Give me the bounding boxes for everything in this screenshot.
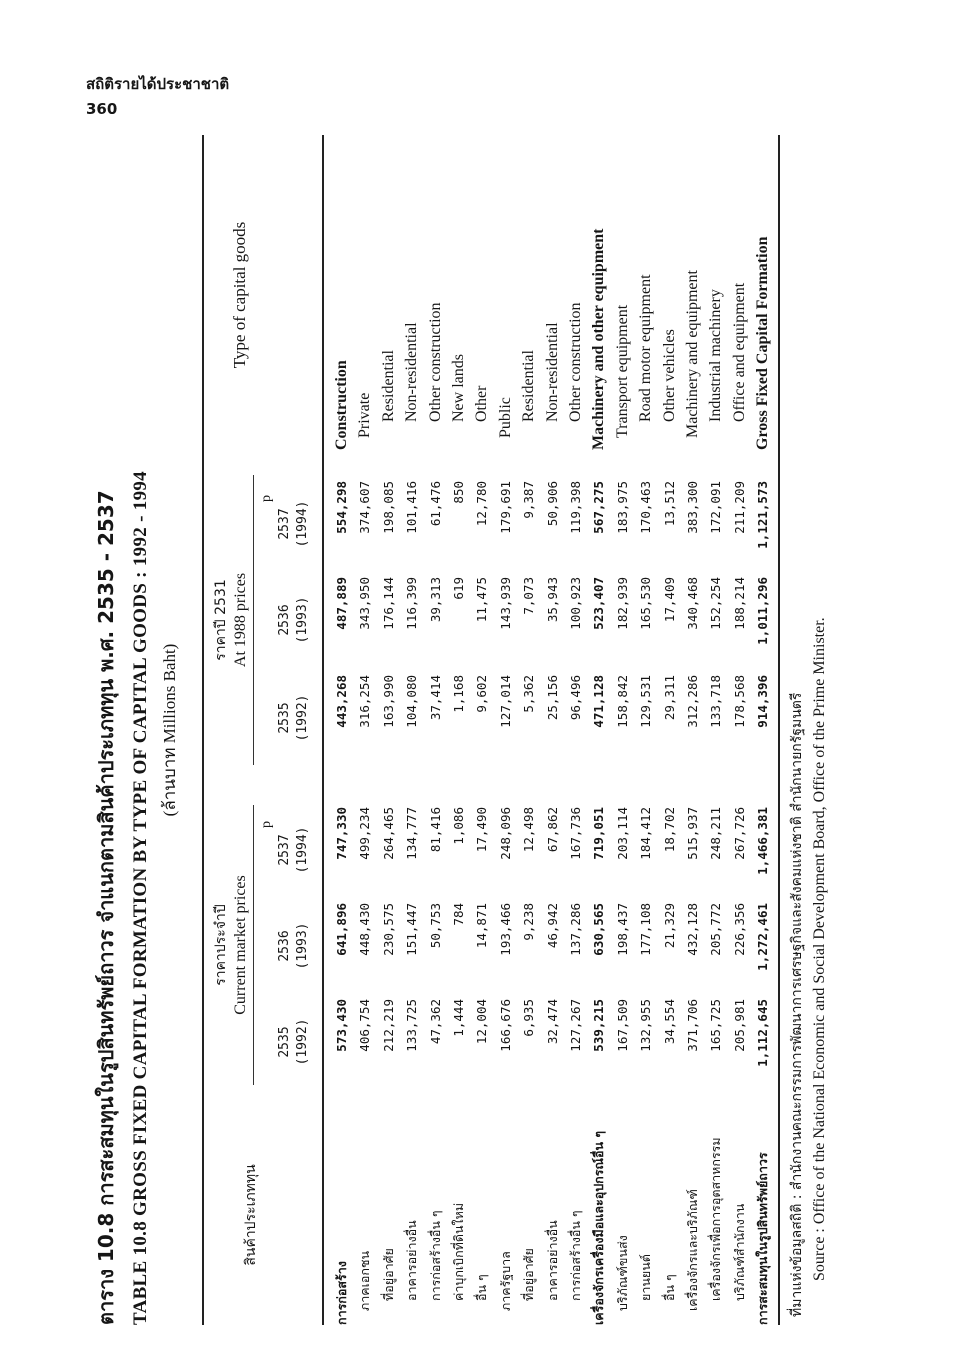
row-value: 100,923: [568, 577, 583, 630]
row-value: 14,871: [474, 903, 490, 949]
row-label-english: New lands: [450, 354, 467, 422]
row-value: 9,387: [521, 481, 537, 519]
row-value: 1,444: [451, 999, 466, 1037]
row-value: 39,313: [427, 577, 443, 623]
row-value: 747,330: [334, 807, 349, 860]
row-value: 12,004: [474, 999, 490, 1045]
row-value: 61,476: [427, 481, 443, 527]
table-row: [587, 135, 610, 1325]
table-title-thai: ตาราง 10.8 การสะสมทุนในรูปสินทรัพย์ถาวร จำแนกตามสินค้าประเภททุน พ.ศ. 2535 - 2537: [94, 490, 118, 1325]
row-value: 29,311: [661, 675, 677, 721]
row-label-thai: การก่อสร้างอื่น ๆ: [427, 1210, 443, 1301]
row-label-english: Other construction: [567, 302, 584, 422]
table-row: [704, 135, 727, 1325]
row-label-thai: การก่อสร้าง: [334, 1261, 349, 1325]
row-value: 5,362: [521, 675, 537, 713]
row-value: 567,275: [591, 481, 607, 534]
row-value: 7,073: [521, 577, 537, 615]
table-row: [470, 135, 493, 1325]
row-value: 119,398: [568, 481, 583, 534]
row-value: 182,939: [614, 577, 630, 630]
row-value: 487,889: [334, 577, 349, 630]
row-value: 50,753: [427, 903, 443, 949]
row-value: 230,575: [380, 903, 396, 956]
row-value: 205,981: [731, 999, 747, 1052]
row-label-thai: อื่น ๆ: [474, 1274, 490, 1301]
row-value: 177,108: [638, 903, 654, 956]
row-label-english: Office and equipment: [730, 282, 748, 422]
row-value: 183,975: [614, 481, 630, 534]
row-value: 133,725: [404, 999, 420, 1052]
row-value: 9,602: [474, 675, 490, 713]
year-header: 2536 (1993): [277, 596, 310, 644]
row-value: 371,706: [685, 999, 700, 1052]
row-value: 343,950: [357, 577, 373, 630]
row-value: 170,463: [638, 481, 654, 534]
row-value: 784: [451, 903, 466, 926]
row-value: 188,214: [731, 577, 747, 630]
row-value: 619: [451, 577, 466, 600]
table-unit: (ล้านบาท Millions Baht): [160, 643, 179, 817]
row-label-english: Private: [356, 392, 374, 438]
row-value: 248,096: [497, 807, 513, 860]
row-value: 47,362: [427, 999, 443, 1045]
row-label-thai: บริภัณฑ์ขนส่ง: [614, 1235, 630, 1311]
row-value: 198,085: [380, 481, 396, 534]
row-value: 50,906: [544, 481, 560, 527]
row-label-english: Machinery and other equipment: [590, 228, 608, 450]
row-label-english: Residential: [379, 350, 397, 422]
row-value: 198,437: [614, 903, 630, 956]
row-label-english: Construction: [333, 360, 350, 450]
table-row: [353, 135, 376, 1325]
row-label-english: Non-residential: [543, 322, 561, 422]
row-value: 406,754: [357, 999, 373, 1052]
row-value: 176,144: [380, 577, 396, 630]
row-value: 719,051: [591, 807, 607, 860]
table-footer: [786, 617, 829, 1317]
row-value: 432,128: [685, 903, 700, 956]
row-value: 179,691: [497, 481, 513, 534]
row-label-english: Machinery and equipment: [684, 270, 701, 438]
row-value: 203,114: [614, 807, 630, 860]
table-row: [517, 135, 540, 1325]
row-value: 34,554: [661, 999, 677, 1045]
row-label-english: Other: [473, 385, 491, 422]
row-value: 46,942: [544, 903, 560, 949]
year-header: 2536 (1993): [277, 922, 310, 970]
source-english: Source : Office of the National Economic and Social Development Board, Office of the Prime Minister.: [811, 617, 828, 1281]
row-value: 11,475: [474, 577, 490, 623]
row-value: 134,777: [404, 807, 420, 860]
row-value: 35,943: [544, 577, 560, 623]
row-value: 17,490: [474, 807, 490, 853]
year-header: 2535 (1992): [277, 694, 310, 742]
table-row: [377, 135, 400, 1325]
row-value: 211,209: [731, 481, 747, 534]
row-value: 21,329: [661, 903, 677, 949]
col-header-english: Type of capital goods: [230, 221, 249, 369]
row-label-thai: อื่น ๆ: [661, 1274, 677, 1301]
row-value: 81,416: [427, 807, 443, 853]
page-number: 360: [86, 100, 118, 118]
row-value: 166,676: [497, 999, 513, 1052]
col-header-thai: สินค้าประเภททุน: [243, 1164, 259, 1266]
row-value: 167,509: [614, 999, 630, 1052]
table-row: [424, 135, 447, 1325]
row-value: 212,219: [380, 999, 396, 1052]
row-value: 96,496: [568, 675, 583, 721]
row-value: 267,726: [731, 807, 747, 860]
row-label-thai: เครื่องจักรและบริภัณฑ์: [685, 1189, 700, 1311]
row-value: 152,254: [708, 577, 724, 630]
rotated-table-page: [90, 135, 900, 1325]
row-label-thai: ที่อยู่อาศัย: [521, 1248, 537, 1301]
page-header: [86, 72, 229, 118]
row-label-thai: เครื่องจักรเครื่องมือและอุปกรณ์อื่น ๆ: [591, 1130, 607, 1325]
row-label-english: Non-residential: [403, 322, 421, 422]
row-value: 539,215: [591, 999, 607, 1052]
row-value: 1,086: [451, 807, 466, 845]
row-label-english: Industrial machinery: [707, 289, 725, 422]
row-value: 172,091: [708, 481, 724, 534]
row-value: 184,412: [638, 807, 654, 860]
row-value: 515,937: [685, 807, 700, 860]
row-label-english: Road motor equipment: [637, 274, 655, 422]
row-value: 1,112,645: [755, 999, 771, 1067]
group-eng: At 1988 prices: [232, 572, 249, 668]
row-value: 6,935: [521, 999, 537, 1037]
row-label-english: Residential: [520, 350, 538, 422]
year-header: 2535 (1992): [277, 1018, 310, 1066]
row-value: 132,955: [638, 999, 654, 1052]
row-value: 32,474: [544, 999, 560, 1045]
row-value: 248,211: [708, 807, 724, 860]
row-value: 193,466: [497, 903, 513, 956]
table-row: [611, 135, 634, 1325]
row-value: 1,011,296: [755, 577, 771, 645]
row-label-thai: ที่อยู่อาศัย: [380, 1248, 396, 1301]
row-label-thai: ค่าบุกเบิกที่ดินใหม่: [451, 1202, 466, 1301]
row-value: 167,736: [568, 807, 583, 860]
row-value: 129,531: [638, 675, 654, 728]
group-thai: ราคาปี 2531: [213, 579, 229, 661]
table-row: [494, 135, 517, 1325]
row-value: 914,396: [755, 675, 771, 728]
row-value: 554,298: [334, 481, 349, 534]
table-row: [330, 135, 353, 1325]
row-value: 573,430: [334, 999, 349, 1052]
row-value: 18,702: [661, 807, 677, 853]
group-1988-prices: [210, 475, 250, 765]
row-label-thai: ภาครัฐบาล: [497, 1251, 513, 1311]
row-label-english: Public: [496, 397, 514, 438]
row-label-thai: ยานยนต์: [638, 1254, 654, 1301]
row-value: 850: [451, 481, 466, 504]
row-value: 448,430: [357, 903, 373, 956]
header-rule: [322, 135, 324, 1325]
row-value: 499,234: [357, 807, 373, 860]
table-row: [658, 135, 681, 1325]
row-value: 127,014: [497, 675, 513, 728]
table-row: [447, 135, 470, 1325]
row-label-thai: อาคารอย่างอื่น: [544, 1220, 560, 1301]
group-current-prices: [210, 805, 250, 1085]
row-value: 383,300: [685, 481, 700, 534]
row-value: 641,896: [334, 903, 349, 956]
year-header: p 2537 (1994): [259, 495, 310, 548]
row-value: 127,267: [568, 999, 583, 1052]
row-value: 12,498: [521, 807, 537, 853]
row-label-thai: เครื่องจักรเพื่อการอุตสาหกรรม: [708, 1137, 724, 1301]
source-thai: ที่มาแห่งข้อมูลสถิติ : สำนักงานคณะกรรมการพัฒนาการเศรษฐกิจและสังคมแห่งชาติ สำนักนายกรัฐมนตรี: [789, 692, 805, 1317]
bottom-rule: [778, 135, 780, 1325]
row-value: 1,121,573: [755, 481, 771, 549]
row-value: 374,607: [357, 481, 373, 534]
row-value: 158,842: [614, 675, 630, 728]
row-value: 151,447: [404, 903, 420, 956]
row-value: 523,407: [591, 577, 607, 630]
row-value: 1,272,461: [755, 903, 771, 971]
row-label-thai: การสะสมทุนในรูปสินทรัพย์ถาวร: [755, 1152, 771, 1325]
row-value: 25,156: [544, 675, 560, 721]
row-value: 630,565: [591, 903, 607, 956]
group-eng: Current market prices: [232, 875, 249, 1015]
row-value: 143,939: [497, 577, 513, 630]
table-row: [400, 135, 423, 1325]
row-value: 17,409: [661, 577, 677, 623]
row-value: 443,268: [334, 675, 349, 728]
row-value: 101,416: [404, 481, 420, 534]
group-underline: [253, 475, 254, 765]
row-label-thai: บริภัณฑ์สำนักงาน: [731, 1203, 747, 1301]
row-value: 104,080: [404, 675, 420, 728]
table-row: [728, 135, 751, 1325]
group-thai: ราคาประจำปี: [213, 904, 229, 986]
row-value: 116,399: [404, 577, 420, 630]
row-value: 133,718: [708, 675, 724, 728]
row-value: 226,356: [731, 903, 747, 956]
table-row: [681, 135, 704, 1325]
row-value: 316,254: [357, 675, 373, 728]
row-value: 205,772: [708, 903, 724, 956]
row-label-thai: อาคารอย่างอื่น: [404, 1220, 420, 1301]
row-value: 165,530: [638, 577, 654, 630]
table-titles: [90, 135, 183, 1325]
row-value: 9,238: [521, 903, 537, 941]
row-value: 312,286: [685, 675, 700, 728]
row-label-english: Gross Fixed Capital Formation: [754, 236, 772, 450]
row-value: 1,168: [451, 675, 466, 713]
row-value: 1,466,381: [755, 807, 771, 875]
year-header: p 2537 (1994): [259, 821, 310, 874]
row-value: 340,468: [685, 577, 700, 630]
row-value: 178,568: [731, 675, 747, 728]
top-rule: [202, 135, 204, 1325]
row-value: 163,990: [380, 675, 396, 728]
header-title: สถิติรายได้ประชาชาติ: [86, 75, 230, 93]
row-value: 12,780: [474, 481, 490, 527]
row-label-english: Other vehicles: [660, 329, 678, 422]
row-value: 264,465: [380, 807, 396, 860]
row-value: 137,286: [568, 903, 583, 956]
table-title-english: TABLE 10.8 GROSS FIXED CAPITAL FORMATION BY TYPE OF CAPITAL GOODS : 1992 - 1994: [130, 471, 151, 1325]
row-value: 67,862: [544, 807, 560, 853]
table-row: [634, 135, 657, 1325]
table-row: [541, 135, 564, 1325]
table-row: [751, 135, 774, 1325]
group-underline: [253, 805, 254, 1085]
row-value: 471,128: [591, 675, 607, 728]
row-label-english: Transport equipment: [613, 304, 631, 438]
row-label-thai: ภาคเอกชน: [357, 1251, 373, 1311]
row-label-english: Other construction: [426, 302, 444, 422]
row-value: 37,414: [427, 675, 443, 721]
row-value: 165,725: [708, 999, 724, 1052]
row-label-thai: การก่อสร้างอื่น ๆ: [568, 1210, 583, 1301]
row-value: 13,512: [661, 481, 677, 527]
table-row: [564, 135, 587, 1325]
